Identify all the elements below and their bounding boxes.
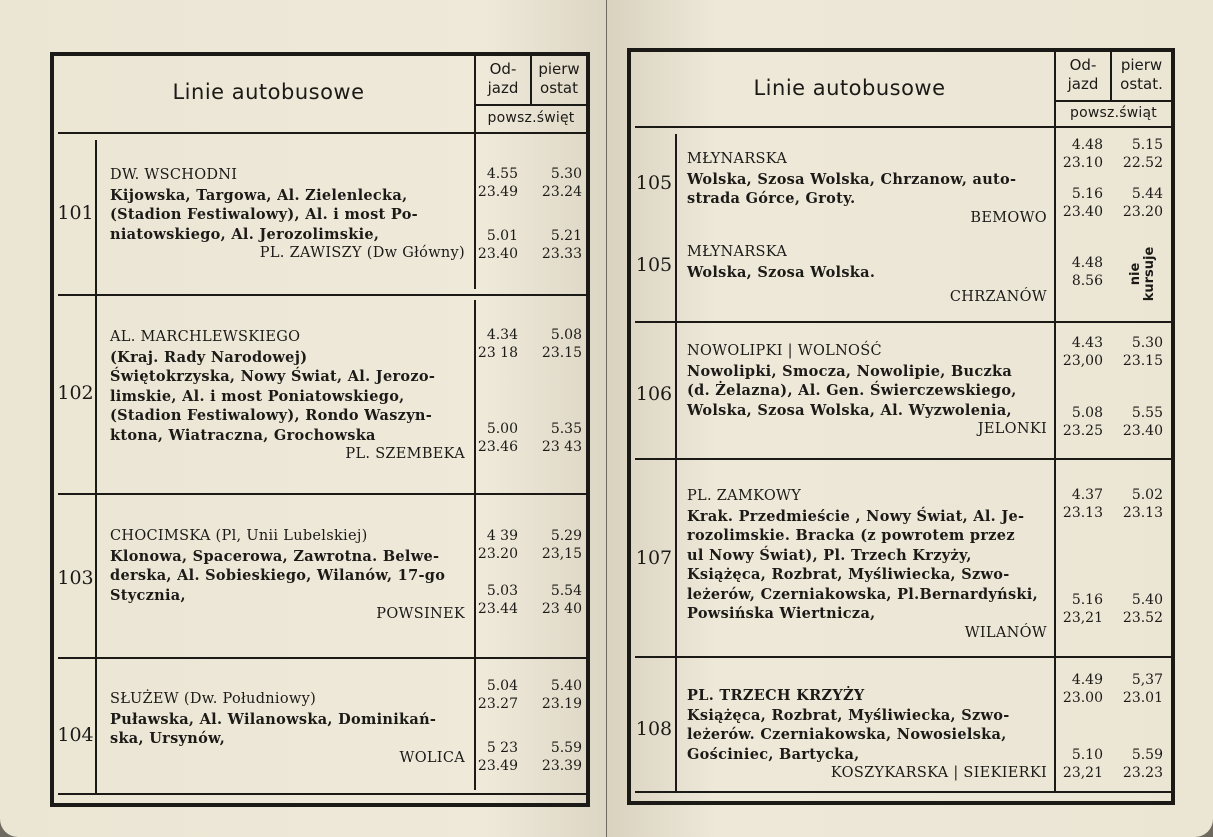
route-description	[110, 690, 465, 768]
table-border-right	[1171, 48, 1175, 805]
line-number: 107	[635, 547, 673, 569]
row-divider	[58, 793, 586, 795]
time-first: 4.43 23,00	[1062, 335, 1103, 369]
route-description	[110, 527, 465, 625]
table-border-bottom	[627, 801, 1175, 805]
line-number: 104	[57, 724, 94, 746]
time-first-holiday: 5.29 23,15	[541, 528, 582, 562]
time-first-holiday: 5,37 23.01	[1122, 672, 1163, 706]
route-description	[687, 243, 1047, 308]
route-destination: CHRZANÓW	[949, 289, 1047, 305]
route-description	[687, 342, 1047, 440]
time-last-holiday: 5.35 23 43	[541, 421, 582, 455]
route-streets: (Kraj. Rady Narodowej) Świętokrzyska, Nowy Świat, Al. Jerozo- limskie, Al. i most Poniatowskiego, (Stadion Festiwalowy), Rondo Waszyn- ktona, Wiatraczna, Grochowska	[110, 348, 436, 444]
route-streets: Klonowa, Spacerowa, Zawrotna. Belwe- derska, Al. Sobieskiego, Wilanów, 17-go Stycznia,	[110, 547, 446, 604]
line-number: 108	[635, 718, 673, 740]
time-last: 5.10 23,21	[1062, 747, 1103, 781]
line-number: 102	[57, 382, 94, 404]
route-destination: KOSZYKARSKA | SIEKIERKI	[830, 765, 1047, 781]
route-destination: JELONKI	[977, 421, 1047, 437]
route-start: CHOCIMSKA (Pl, Unii Lubelskiej)	[110, 528, 368, 544]
time-first-holiday: 5.30 23.15	[1122, 335, 1163, 369]
time-first: 4 39 23.20	[477, 528, 518, 562]
line-number: 106	[635, 383, 673, 405]
time-last: 5.16 23,21	[1062, 592, 1103, 626]
time-first: 4.49 23.00	[1062, 672, 1103, 706]
time-last-holiday: 5.54 23 40	[541, 583, 582, 617]
time-last-holiday: 5.59 23.39	[541, 740, 582, 774]
route-start: SŁUŻEW (Dw. Południowy)	[110, 691, 317, 707]
route-start: PL. ZAMKOWY	[687, 488, 802, 504]
header-bottom-line	[635, 126, 1171, 128]
time-first: 5.04 23.27	[477, 678, 518, 712]
route-streets: Wolska, Szosa Wolska.	[687, 263, 876, 281]
route-streets: Puławska, Al. Wilanowska, Dominikań- ska, Ursynów,	[110, 710, 437, 747]
route-destination: PL. ZAWISZY (Dw Główny)	[259, 245, 465, 261]
time-first: 4.37 23.13	[1062, 487, 1103, 521]
number-column-divider	[675, 134, 677, 792]
line-number: 103	[57, 567, 94, 589]
time-last: 5.16 23.40	[1062, 186, 1103, 220]
time-first-holiday: 5.08 23.15	[541, 327, 582, 361]
route-destination: PL. SZEMBEKA	[345, 446, 465, 462]
number-column-divider	[95, 140, 97, 795]
time-first-holiday: 5.15 22.52	[1122, 137, 1163, 171]
row-divider	[58, 657, 586, 659]
time-last-holiday: 5.40 23.52	[1122, 592, 1163, 626]
header-bottom-line	[58, 132, 586, 134]
row-divider	[635, 458, 1171, 460]
row-divider	[58, 493, 586, 495]
col-subheader: powsz.święt	[487, 110, 575, 126]
route-streets: Wolska, Szosa Wolska, Chrzanow, auto- strada Górce, Groty.	[687, 170, 1017, 207]
time-last: 5 23 23.49	[477, 740, 518, 774]
table-border-top	[627, 48, 1175, 52]
time-last-holiday: 5.21 23.33	[541, 228, 582, 262]
right-page	[607, 0, 1213, 837]
route-description	[687, 686, 1047, 784]
time-first: 4.48 8.56	[1071, 255, 1103, 289]
route-start: AL. MARCHLEWSKIEGO	[110, 329, 301, 345]
row-divider	[635, 321, 1171, 323]
time-last-holiday: 5.59 23.23	[1122, 747, 1163, 781]
header-divider	[1054, 100, 1171, 102]
col-header-pierw: pierw ostat.	[1120, 56, 1163, 93]
route-destination: WILANÓW	[964, 624, 1047, 641]
route-streets: Nowolipki, Smocza, Nowolipie, Buczka (d. Żelazna), Al. Gen. Świerczewskiego, Wolska, Szosa Wolska, Al. Wyzwolenia,	[687, 362, 1017, 419]
table-border-right	[586, 52, 590, 807]
time-first-holiday: 5.02 23.13	[1122, 487, 1163, 521]
route-start: MŁYNARSKA	[687, 151, 788, 167]
line-number: 105	[635, 172, 673, 194]
route-streets: Krak. Przedmieście , Nowy Świat, Al. Je- rozolimskie. Bracka (z powrotem przez ul Nowy Świat), Pl. Trzech Krzyży, Książęca, Rozbrat, Myśliwiecka, Szwo- leżerów, Czerniakowska, Pl.Bernardyński, Powsińska Wiertnicza,	[687, 507, 1038, 622]
col-header-odjazd: Od- jazd	[487, 60, 519, 97]
line-number: 101	[57, 202, 94, 224]
row-divider	[635, 656, 1171, 658]
time-first: 4.55 23.49	[477, 166, 518, 200]
route-destination: POWSINEK	[376, 606, 465, 622]
col-subheader: powsz.świąt	[1070, 105, 1157, 121]
route-streets: Kijowska, Targowa, Al. Zielenlecka, (Stadion Festiwalowy), Al. i most Po- niatowskiego, Al. Jerozolimskie,	[110, 186, 418, 243]
route-description	[110, 166, 465, 264]
route-start: NOWOLIPKI | WOLNOŚĆ	[687, 343, 882, 359]
time-last: 5.08 23.25	[1062, 405, 1103, 439]
route-description	[687, 487, 1047, 643]
time-first-holiday: 5.40 23.19	[541, 678, 582, 712]
time-last: 5.01 23.40	[477, 228, 518, 262]
route-description	[687, 150, 1047, 228]
route-description	[110, 328, 465, 465]
time-last-holiday: 5.55 23.40	[1122, 405, 1163, 439]
time-last: 5.03 23.44	[477, 583, 518, 617]
not-running-note: nie kursuje	[1128, 246, 1157, 302]
left-page	[0, 0, 606, 837]
page-title: Linie autobusowe	[753, 76, 946, 100]
line-number: 105	[635, 254, 673, 276]
time-first-holiday: 5.30 23.24	[541, 166, 582, 200]
route-streets: Książęca, Rozbrat, Myśliwiecka, Szwo- leżerów. Czerniakowska, Nowosielska, Gościniec, Bartycka,	[687, 706, 1010, 763]
table-border-top	[50, 52, 590, 56]
route-start: DW. WSCHODNI	[110, 167, 238, 183]
time-first: 4.48 23.10	[1062, 137, 1103, 171]
route-start: PL. TRZECH KRZYŻY	[687, 687, 865, 704]
table-border-left	[50, 52, 54, 807]
header-divider	[474, 104, 586, 106]
row-divider	[58, 294, 586, 296]
route-destination: BEMOWO	[970, 209, 1047, 226]
time-last: 5.00 23.46	[477, 421, 518, 455]
page-title: Linie autobusowe	[172, 80, 365, 104]
route-destination: WOLICA	[399, 749, 465, 766]
row-divider	[635, 791, 1171, 793]
route-start: MŁYNARSKA	[687, 244, 788, 260]
table-border-bottom	[50, 803, 590, 807]
time-first: 4.34 23 18	[477, 327, 518, 361]
time-last-holiday: 5.44 23.20	[1122, 186, 1163, 220]
table-border-left	[627, 48, 631, 805]
col-header-odjazd: Od- jazd	[1067, 56, 1099, 93]
col-header-pierw: pierw ostat	[538, 60, 580, 97]
